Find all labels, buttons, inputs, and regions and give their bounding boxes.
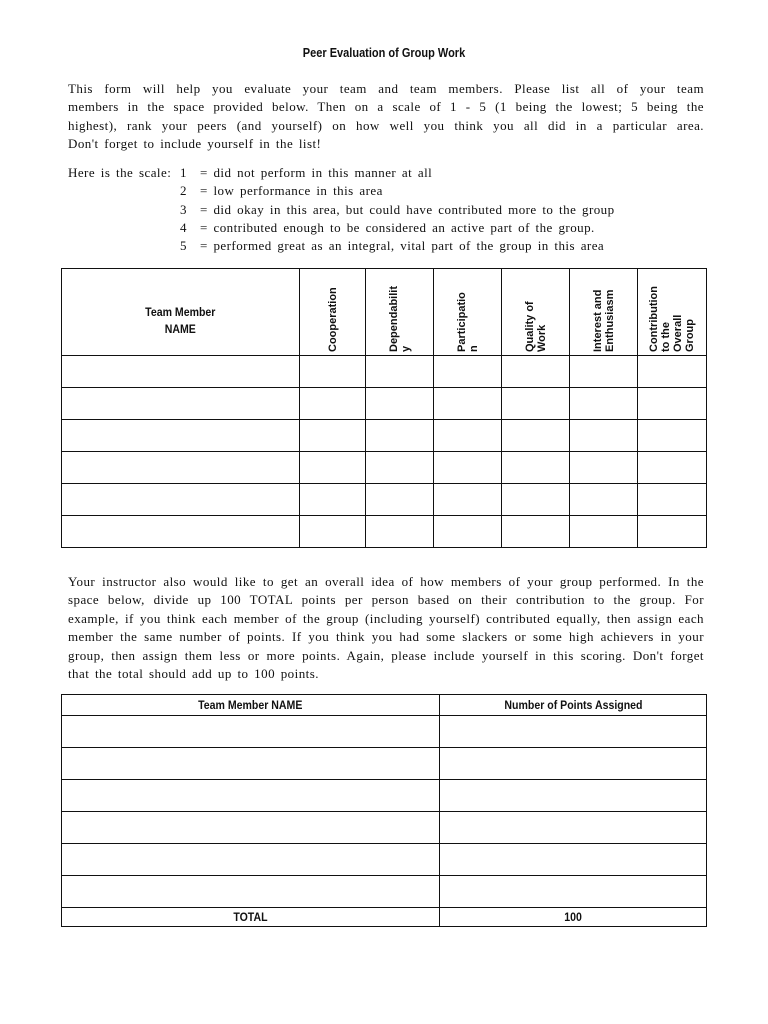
rating-cell[interactable] (638, 356, 707, 388)
rating-cell[interactable] (366, 420, 434, 452)
rating-cell[interactable] (570, 484, 638, 516)
rating-row (62, 452, 707, 484)
name-column-header (62, 269, 300, 356)
scale-number: 1 (180, 165, 187, 180)
scale-text: = did not perform in this manner at all (200, 165, 433, 180)
column-header-interest: Interest and Enthusiasm (591, 289, 616, 352)
scale-text: = contributed enough to be considered an active part of the group. (200, 219, 595, 235)
rating-cell[interactable] (434, 516, 502, 548)
points-cell[interactable] (440, 748, 707, 780)
scale-lead: Here is the scale: (68, 165, 172, 180)
member-name-cell[interactable] (62, 876, 440, 908)
member-name-cell[interactable] (62, 388, 300, 420)
points-paragraph: Your instructor also would like to get an overall idea of how members of your group performed. In the space below, divide up 100 TOTAL points per person based on their contribution to the group. For example, if you think each member of the group (including yourself) contributed equally, then assign each member the same number of points. If you think you had some slackers or some high achievers in your group, then assign them less or more points. Again, please include yourself in this scoring. Don't forget that the total should add up to 100 points. (68, 574, 704, 682)
column-header-participation: Participatio n (455, 292, 480, 352)
rating-row (62, 388, 707, 420)
member-name-cell[interactable] (62, 516, 300, 548)
rating-cell[interactable] (570, 420, 638, 452)
points-cell[interactable] (440, 812, 707, 844)
rating-cell[interactable] (502, 356, 570, 388)
rating-cell[interactable] (299, 452, 366, 484)
points-row (62, 748, 707, 780)
rating-cell[interactable] (502, 516, 570, 548)
rating-cell[interactable] (299, 388, 366, 420)
rating-scale (68, 164, 615, 255)
rating-cell[interactable] (434, 420, 502, 452)
intro-line: highest), rank your peers (and yourself) on how well you think you all did in a particular area. (68, 117, 704, 133)
intro-line: Don't forget to include yourself in the list! (68, 136, 322, 152)
rating-cell[interactable] (570, 516, 638, 548)
column-header-contribution: Contribution to the Overall Group (648, 286, 696, 352)
rating-row (62, 516, 707, 548)
points-name-header: Team Member NAME (62, 695, 440, 716)
member-name-cell[interactable] (62, 420, 300, 452)
points-value-header: Number of Points Assigned (440, 695, 707, 716)
scale-number: 2 (180, 183, 187, 199)
rating-cell[interactable] (502, 452, 570, 484)
intro-line: members in the space provided below. Then on a scale of 1 - 5 (1 being the lowest; 5 being the (68, 99, 704, 115)
rating-cell[interactable] (434, 388, 502, 420)
rating-row (62, 484, 707, 516)
rating-table (61, 268, 707, 548)
rating-cell[interactable] (502, 420, 570, 452)
scale-text: = did okay in this area, but could have contributed more to the group (200, 201, 615, 217)
scale-text: = low performance in this area (200, 183, 383, 199)
member-name-cell[interactable] (62, 844, 440, 876)
rating-cell[interactable] (638, 484, 707, 516)
points-table (61, 694, 707, 927)
member-name-cell[interactable] (62, 780, 440, 812)
points-cell[interactable] (440, 716, 707, 748)
page-title: Peer Evaluation of Group Work (302, 46, 466, 60)
member-name-cell[interactable] (62, 716, 440, 748)
scale-number: 4 (180, 219, 187, 235)
intro-line: This form will help you evaluate your team and team members. Please list all of your team (68, 81, 704, 96)
member-name-cell[interactable] (62, 484, 300, 516)
total-value: 100 (440, 908, 707, 927)
rating-cell[interactable] (638, 388, 707, 420)
rating-cell[interactable] (299, 420, 366, 452)
rating-cell[interactable] (299, 356, 366, 388)
rating-cell[interactable] (434, 452, 502, 484)
member-name-cell[interactable] (62, 748, 440, 780)
points-row (62, 876, 707, 908)
rating-cell[interactable] (366, 516, 434, 548)
rating-row (62, 356, 707, 388)
rating-row (62, 420, 707, 452)
points-row (62, 780, 707, 812)
points-row (62, 716, 707, 748)
scale-number: 5 (180, 238, 187, 254)
points-cell[interactable] (440, 876, 707, 908)
rating-cell[interactable] (570, 356, 638, 388)
rating-cell[interactable] (638, 516, 707, 548)
rating-cell[interactable] (434, 356, 502, 388)
scale-number: 3 (180, 201, 187, 217)
rating-cell[interactable] (570, 388, 638, 420)
scale-text: = performed great as an integral, vital part of the group in this area (200, 238, 605, 254)
points-cell[interactable] (440, 780, 707, 812)
rating-cell[interactable] (366, 356, 434, 388)
column-header-dependability: Dependabilit y (387, 285, 412, 352)
points-row (62, 844, 707, 876)
points-table-header-row (62, 695, 707, 716)
name-header-line: Team Member (145, 305, 216, 319)
rating-cell[interactable] (502, 388, 570, 420)
rating-cell[interactable] (299, 484, 366, 516)
points-row (62, 812, 707, 844)
rating-cell[interactable] (570, 452, 638, 484)
intro-paragraph (68, 80, 704, 154)
points-cell[interactable] (440, 844, 707, 876)
rating-cell[interactable] (638, 420, 707, 452)
total-label: TOTAL (62, 908, 440, 927)
rating-cell[interactable] (434, 484, 502, 516)
name-header-line: NAME (164, 322, 196, 336)
rating-cell[interactable] (366, 452, 434, 484)
member-name-cell[interactable] (62, 356, 300, 388)
column-header-cooperation: Cooperation (326, 287, 339, 352)
rating-cell[interactable] (366, 388, 434, 420)
member-name-cell[interactable] (62, 452, 300, 484)
rating-cell[interactable] (502, 484, 570, 516)
rating-table-header-row (62, 269, 707, 356)
rating-cell[interactable] (638, 452, 707, 484)
member-name-cell[interactable] (62, 812, 440, 844)
rating-cell[interactable] (299, 516, 366, 548)
column-header-quality-of-work: Quality of Work (523, 301, 548, 352)
points-total-row (62, 908, 707, 927)
rating-cell[interactable] (366, 484, 434, 516)
